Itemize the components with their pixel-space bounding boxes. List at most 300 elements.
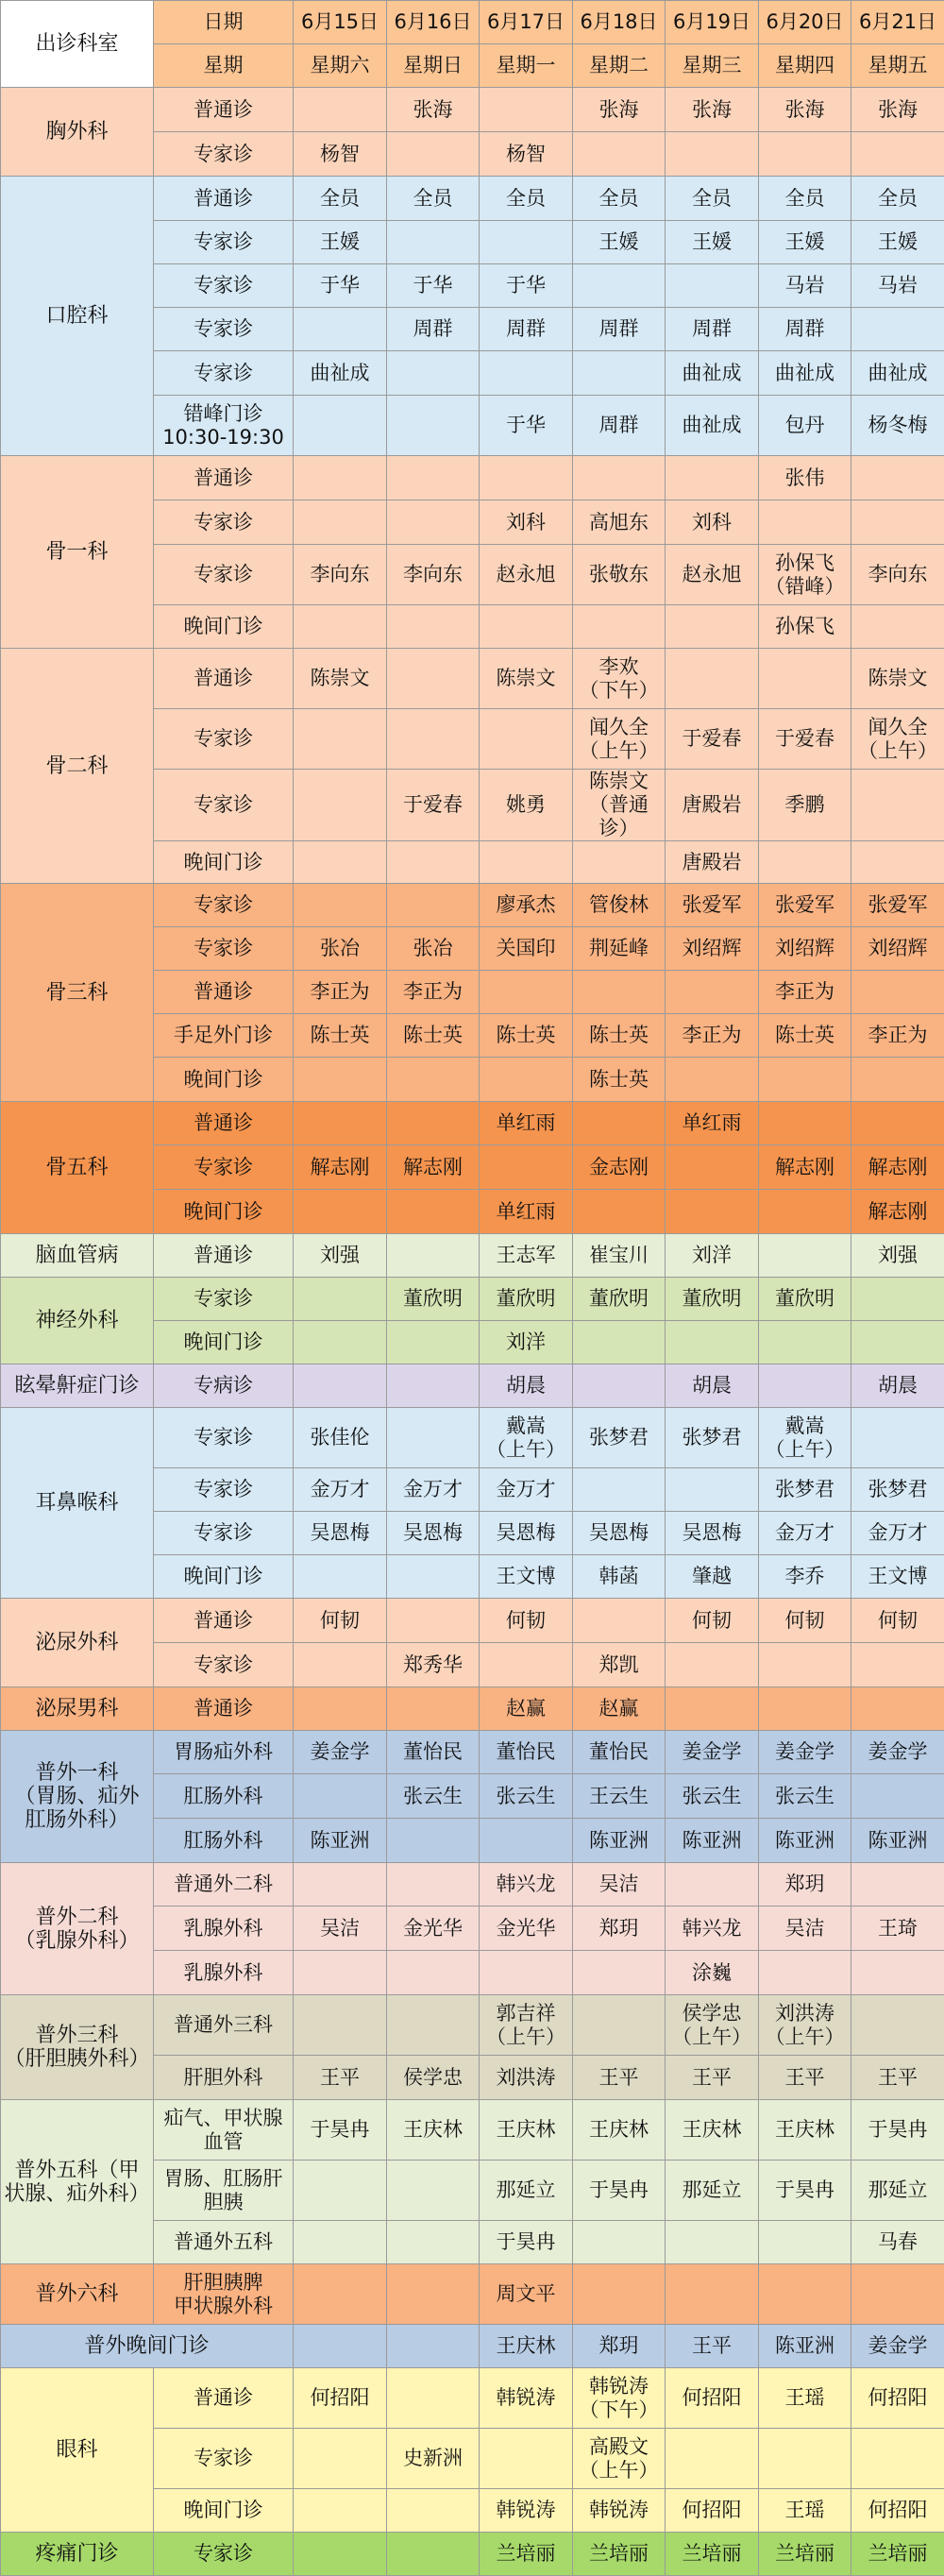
- clinic-type: 专家诊: [154, 927, 294, 971]
- doctor-cell: 金万才: [480, 1468, 573, 1512]
- doctor-cell: [666, 605, 759, 649]
- doctor-cell: 韩锐涛: [573, 2489, 666, 2533]
- doctor-cell: [387, 1819, 480, 1863]
- doctor-cell: 张伟: [759, 456, 851, 500]
- doctor-cell: [387, 1190, 480, 1234]
- doctor-cell: 姜金学: [294, 1731, 387, 1774]
- department-name: 疼痛门诊: [1, 2533, 154, 2576]
- schedule-row: [1, 1234, 944, 1278]
- date-cell: 6月15日: [294, 1, 387, 44]
- schedule-body: [1, 1, 944, 2576]
- doctor-cell: 赵永旭: [666, 545, 759, 605]
- doctor-cell: 解志刚: [387, 1145, 480, 1190]
- doctor-cell: 杨冬梅: [851, 396, 944, 456]
- doctor-cell: [387, 1058, 480, 1102]
- schedule-row: [1, 1687, 944, 1731]
- doctor-cell: [480, 1145, 573, 1190]
- doctor-cell: [573, 971, 666, 1014]
- doctor-cell: 韩锐涛: [480, 2489, 573, 2533]
- doctor-cell: 周文平: [480, 2264, 573, 2325]
- clinic-type: 错峰门诊 10:30-19:30: [154, 396, 294, 456]
- doctor-cell: [851, 1774, 944, 1819]
- clinic-type: 晚间门诊: [154, 1555, 294, 1599]
- doctor-cell: 刘科: [666, 500, 759, 545]
- doctor-cell: 金万才: [387, 1468, 480, 1512]
- doctor-cell: 李正为: [666, 1014, 759, 1058]
- doctor-cell: [294, 2489, 387, 2533]
- doctor-cell: 董欣明: [759, 1278, 851, 1321]
- doctor-cell: 于昊冉: [294, 2100, 387, 2161]
- clinic-type: 专家诊: [154, 1643, 294, 1687]
- doctor-cell: 王平: [666, 2056, 759, 2100]
- doctor-cell: [294, 396, 387, 456]
- doctor-cell: 陈亚洲: [851, 1819, 944, 1863]
- doctor-cell: 全员: [387, 177, 480, 221]
- doctor-cell: [573, 1321, 666, 1364]
- doctor-cell: [666, 1687, 759, 1731]
- doctor-cell: 张冶: [294, 927, 387, 971]
- doctor-cell: 孙保飞: [759, 605, 851, 649]
- doctor-cell: [851, 1863, 944, 1907]
- doctor-cell: 何招阳: [666, 2489, 759, 2533]
- department-name: 泌尿男科: [1, 1687, 154, 1731]
- doctor-cell: 张云生: [666, 1774, 759, 1819]
- department-name: 普外五科（甲 状腺、疝外科）: [1, 2100, 154, 2264]
- date-cell: 6月17日: [480, 1, 573, 44]
- doctor-cell: 周群: [573, 308, 666, 351]
- doctor-cell: 张梦君: [759, 1468, 851, 1512]
- doctor-cell: 金志刚: [573, 1145, 666, 1190]
- doctor-cell: 季鹏: [759, 770, 851, 841]
- schedule-row: [1, 884, 944, 927]
- doctor-cell: 吴恩梅: [666, 1512, 759, 1555]
- doctor-cell: 兰培丽: [480, 2533, 573, 2576]
- doctor-cell: 曲祉成: [666, 396, 759, 456]
- doctor-cell: 陈士英: [480, 1014, 573, 1058]
- doctor-cell: 董欣明: [573, 1278, 666, 1321]
- doctor-cell: 王瑶: [759, 2489, 851, 2533]
- doctor-cell: [851, 1321, 944, 1364]
- doctor-cell: 管俊林: [573, 884, 666, 927]
- department-name: 脑血管病: [1, 1234, 154, 1278]
- doctor-cell: 何韧: [294, 1599, 387, 1643]
- doctor-cell: 王媛: [851, 221, 944, 264]
- doctor-cell: 肇越: [666, 1555, 759, 1599]
- doctor-cell: 兰培丽: [851, 2533, 944, 2576]
- doctor-cell: 赵赢: [573, 1687, 666, 1731]
- doctor-cell: 张冶: [387, 927, 480, 971]
- clinic-type: 普通诊: [154, 971, 294, 1014]
- department-name: 泌尿外科: [1, 1599, 154, 1687]
- doctor-cell: 高旭东: [573, 500, 666, 545]
- doctor-cell: 何韧: [666, 1599, 759, 1643]
- doctor-cell: [387, 649, 480, 709]
- doctor-cell: 戴嵩 （上午）: [480, 1408, 573, 1468]
- doctor-cell: [294, 2221, 387, 2264]
- doctor-cell: 王媛: [666, 221, 759, 264]
- doctor-cell: [480, 1643, 573, 1687]
- doctor-cell: [666, 1863, 759, 1907]
- doctor-cell: [573, 1599, 666, 1643]
- doctor-cell: 张敬东: [573, 545, 666, 605]
- department-name: 口腔科: [1, 177, 154, 456]
- doctor-cell: 陈亚洲: [294, 1819, 387, 1863]
- doctor-cell: 金光华: [480, 1907, 573, 1951]
- weekday-cell: 星期二: [573, 44, 666, 88]
- doctor-cell: 王瑶: [759, 2368, 851, 2429]
- doctor-cell: [573, 264, 666, 308]
- doctor-cell: 王庆林: [573, 2100, 666, 2161]
- doctor-cell: [851, 500, 944, 545]
- doctor-cell: 姚勇: [480, 770, 573, 841]
- doctor-cell: [387, 2325, 480, 2368]
- doctor-cell: 王庆林: [666, 2100, 759, 2161]
- doctor-cell: [851, 770, 944, 841]
- doctor-cell: 吴恩梅: [480, 1512, 573, 1555]
- date-cell: 6月18日: [573, 1, 666, 44]
- clinic-type: 普通外五科: [154, 2221, 294, 2264]
- clinic-type: 专家诊: [154, 500, 294, 545]
- doctor-cell: 于昊冉: [851, 2100, 944, 2161]
- doctor-cell: [573, 1190, 666, 1234]
- doctor-cell: 李向东: [387, 545, 480, 605]
- doctor-cell: 唐殿岩: [666, 770, 759, 841]
- doctor-cell: [666, 971, 759, 1014]
- clinic-type: 专家诊: [154, 1512, 294, 1555]
- doctor-cell: 张爱军: [666, 884, 759, 927]
- doctor-cell: 王庆林: [759, 2100, 851, 2161]
- doctor-cell: [387, 221, 480, 264]
- doctor-cell: [387, 2264, 480, 2325]
- doctor-cell: [759, 1321, 851, 1364]
- doctor-cell: 姜金学: [759, 1731, 851, 1774]
- doctor-cell: 曲祉成: [851, 351, 944, 396]
- doctor-cell: 崔宝川: [573, 1234, 666, 1278]
- doctor-cell: 王平: [573, 2056, 666, 2100]
- doctor-cell: 吴洁: [759, 1907, 851, 1951]
- doctor-cell: [666, 1643, 759, 1687]
- doctor-cell: 张爱军: [851, 884, 944, 927]
- doctor-cell: [759, 500, 851, 545]
- doctor-cell: 刘科: [480, 500, 573, 545]
- department-name: 骨五科: [1, 1102, 154, 1234]
- doctor-cell: [759, 649, 851, 709]
- doctor-cell: 王文博: [480, 1555, 573, 1599]
- doctor-cell: [294, 770, 387, 841]
- doctor-cell: 周群: [666, 308, 759, 351]
- doctor-cell: 胡晨: [851, 1364, 944, 1408]
- doctor-cell: [387, 132, 480, 177]
- doctor-cell: [851, 971, 944, 1014]
- doctor-cell: 刘强: [851, 1234, 944, 1278]
- doctor-cell: 单红雨: [480, 1190, 573, 1234]
- doctor-cell: 何招阳: [294, 2368, 387, 2429]
- doctor-cell: [294, 884, 387, 927]
- doctor-cell: 郑玥: [573, 1907, 666, 1951]
- doctor-cell: [480, 1951, 573, 1995]
- doctor-cell: [294, 605, 387, 649]
- doctor-cell: [573, 1951, 666, 1995]
- doctor-cell: [851, 2429, 944, 2489]
- department-name: 骨一科: [1, 456, 154, 649]
- doctor-cell: [294, 2429, 387, 2489]
- clinic-type: 普通外三科: [154, 1995, 294, 2056]
- doctor-cell: 曲祉成: [759, 351, 851, 396]
- doctor-cell: 陈亚洲: [573, 1819, 666, 1863]
- doctor-cell: 郑秀华: [387, 1643, 480, 1687]
- clinic-type: 晚间门诊: [154, 605, 294, 649]
- doctor-cell: 王庆林: [480, 2325, 573, 2368]
- doctor-cell: 陈崇文: [851, 649, 944, 709]
- department-name: 骨三科: [1, 884, 154, 1102]
- doctor-cell: 李欢 （下午）: [573, 649, 666, 709]
- doctor-cell: [294, 841, 387, 884]
- doctor-cell: 王庆林: [480, 2100, 573, 2161]
- clinic-type: 晚间门诊: [154, 1190, 294, 1234]
- doctor-cell: 赵永旭: [480, 545, 573, 605]
- doctor-cell: 张云生: [387, 1774, 480, 1819]
- doctor-cell: 张海: [851, 88, 944, 132]
- schedule-row: [1, 1278, 944, 1321]
- doctor-cell: 陈亚洲: [759, 2325, 851, 2368]
- doctor-cell: [387, 1102, 480, 1145]
- clinic-type: 胃肠、肛肠肝 胆胰: [154, 2161, 294, 2221]
- schedule-row: [1, 456, 944, 500]
- doctor-cell: [573, 1995, 666, 2056]
- clinic-type: 晚间门诊: [154, 2489, 294, 2533]
- weekday-cell: 星期六: [294, 44, 387, 88]
- clinic-type: 专家诊: [154, 308, 294, 351]
- date-label: 日期: [154, 1, 294, 44]
- doctor-cell: 张海: [666, 88, 759, 132]
- department-name: 眼科: [1, 2368, 154, 2533]
- doctor-cell: 张海: [759, 88, 851, 132]
- doctor-cell: 王云生: [573, 1774, 666, 1819]
- department-name: 普外一科 （胃肠、疝外 肛肠外科）: [1, 1731, 154, 1863]
- doctor-cell: 董怡民: [480, 1731, 573, 1774]
- doctor-cell: [294, 1555, 387, 1599]
- doctor-cell: [294, 2264, 387, 2325]
- doctor-cell: 王文博: [851, 1555, 944, 1599]
- doctor-cell: 唐殿岩: [666, 841, 759, 884]
- clinic-type: 普通诊: [154, 1599, 294, 1643]
- doctor-cell: 张云生: [759, 1774, 851, 1819]
- doctor-cell: [759, 2429, 851, 2489]
- doctor-cell: [387, 1951, 480, 1995]
- schedule-row: [1, 88, 944, 132]
- doctor-cell: 金光华: [387, 1907, 480, 1951]
- clinic-type: 肝胆胰脾 甲状腺外科: [154, 2264, 294, 2325]
- doctor-cell: [573, 841, 666, 884]
- doctor-cell: [851, 456, 944, 500]
- doctor-cell: 陈亚洲: [759, 1819, 851, 1863]
- doctor-cell: [294, 1190, 387, 1234]
- doctor-cell: 史新洲: [387, 2429, 480, 2489]
- doctor-cell: 王志军: [480, 1234, 573, 1278]
- doctor-cell: [759, 2221, 851, 2264]
- clinic-type: 专家诊: [154, 132, 294, 177]
- doctor-cell: 金万才: [759, 1512, 851, 1555]
- weekday-cell: 星期日: [387, 44, 480, 88]
- corner-label: 出诊科室: [1, 1, 154, 88]
- doctor-cell: 孙保飞 （错峰）: [759, 545, 851, 605]
- clinic-type: 专家诊: [154, 221, 294, 264]
- doctor-cell: 金万才: [294, 1468, 387, 1512]
- doctor-cell: [294, 1278, 387, 1321]
- doctor-cell: [480, 971, 573, 1014]
- doctor-cell: [759, 132, 851, 177]
- doctor-cell: 王媛: [294, 221, 387, 264]
- doctor-cell: 陈崇文 （普通诊）: [573, 770, 666, 841]
- doctor-cell: 韩锐涛 （下午）: [573, 2368, 666, 2429]
- doctor-cell: 戴嵩 （上午）: [759, 1408, 851, 1468]
- doctor-cell: 于爱春: [759, 709, 851, 770]
- schedule-row: [1, 1599, 944, 1643]
- doctor-cell: 于华: [387, 264, 480, 308]
- doctor-cell: [387, 605, 480, 649]
- doctor-cell: [387, 1555, 480, 1599]
- doctor-cell: [480, 1819, 573, 1863]
- weekday-label: 星期: [154, 44, 294, 88]
- doctor-cell: 解志刚: [759, 1145, 851, 1190]
- doctor-cell: 吴洁: [573, 1863, 666, 1907]
- doctor-cell: [294, 88, 387, 132]
- clinic-type: 专家诊: [154, 884, 294, 927]
- doctor-cell: 韩兴龙: [666, 1907, 759, 1951]
- doctor-cell: [387, 1995, 480, 2056]
- doctor-cell: [759, 1234, 851, 1278]
- doctor-cell: [387, 709, 480, 770]
- doctor-cell: 于昊冉: [480, 2221, 573, 2264]
- doctor-cell: 陈亚洲: [666, 1819, 759, 1863]
- doctor-cell: 单红雨: [480, 1102, 573, 1145]
- doctor-cell: 侯学忠 （上午）: [666, 1995, 759, 2056]
- doctor-cell: 何招阳: [666, 2368, 759, 2429]
- doctor-cell: 周群: [759, 308, 851, 351]
- doctor-cell: 全员: [666, 177, 759, 221]
- clinic-type: 专家诊: [154, 2429, 294, 2489]
- doctor-cell: 解志刚: [851, 1145, 944, 1190]
- clinic-type: 胃肠疝外科: [154, 1731, 294, 1774]
- doctor-cell: [387, 500, 480, 545]
- clinic-type: 普通诊: [154, 1102, 294, 1145]
- doctor-cell: [851, 1058, 944, 1102]
- doctor-cell: 姜金学: [666, 1731, 759, 1774]
- doctor-cell: 何招阳: [851, 2368, 944, 2429]
- doctor-cell: [294, 1364, 387, 1408]
- department-name: 普外三科 （肝胆胰外科）: [1, 1995, 154, 2100]
- doctor-cell: 那延立: [851, 2161, 944, 2221]
- doctor-cell: [387, 396, 480, 456]
- doctor-cell: [480, 456, 573, 500]
- doctor-cell: 闻久全 （上午）: [851, 709, 944, 770]
- doctor-cell: [666, 1145, 759, 1190]
- clinic-type: 普通诊: [154, 1687, 294, 1731]
- doctor-cell: 刘洪涛 （上午）: [759, 1995, 851, 2056]
- doctor-cell: 刘绍辉: [666, 927, 759, 971]
- doctor-cell: 周群: [480, 308, 573, 351]
- doctor-cell: 全员: [294, 177, 387, 221]
- doctor-cell: [387, 2489, 480, 2533]
- doctor-cell: [387, 1321, 480, 1364]
- doctor-cell: [759, 841, 851, 884]
- doctor-cell: [387, 2161, 480, 2221]
- doctor-cell: 全员: [573, 177, 666, 221]
- doctor-cell: 何韧: [851, 1599, 944, 1643]
- doctor-cell: 韩菡: [573, 1555, 666, 1599]
- doctor-cell: [387, 1687, 480, 1731]
- doctor-cell: [573, 456, 666, 500]
- clinic-type: 专家诊: [154, 1468, 294, 1512]
- weekday-cell: 星期四: [759, 44, 851, 88]
- schedule-row: [1, 2325, 944, 2368]
- doctor-cell: 荆延峰: [573, 927, 666, 971]
- doctor-cell: [851, 1278, 944, 1321]
- doctor-cell: [480, 351, 573, 396]
- doctor-cell: [480, 221, 573, 264]
- schedule-row: [1, 2533, 944, 2576]
- doctor-cell: 陈士英: [294, 1014, 387, 1058]
- doctor-cell: 王媛: [759, 221, 851, 264]
- doctor-cell: [759, 2264, 851, 2325]
- doctor-cell: 关国印: [480, 927, 573, 971]
- doctor-cell: [294, 1951, 387, 1995]
- doctor-cell: [759, 1102, 851, 1145]
- doctor-cell: [387, 1599, 480, 1643]
- doctor-cell: [480, 605, 573, 649]
- doctor-cell: [759, 1687, 851, 1731]
- clinic-type: 普通外二科: [154, 1863, 294, 1907]
- doctor-cell: 闻久全 （上午）: [573, 709, 666, 770]
- doctor-cell: 刘绍辉: [851, 927, 944, 971]
- clinic-type: 专病诊: [154, 1364, 294, 1408]
- doctor-cell: 吴洁: [294, 1907, 387, 1951]
- doctor-cell: 吴恩梅: [387, 1512, 480, 1555]
- doctor-cell: 张海: [573, 88, 666, 132]
- schedule-row: [1, 649, 944, 709]
- clinic-type: 普通诊: [154, 88, 294, 132]
- doctor-cell: 侯学忠: [387, 2056, 480, 2100]
- doctor-cell: [294, 308, 387, 351]
- doctor-cell: [294, 500, 387, 545]
- doctor-cell: [294, 2161, 387, 2221]
- doctor-cell: 全员: [759, 177, 851, 221]
- doctor-cell: [480, 88, 573, 132]
- date-cell: 6月19日: [666, 1, 759, 44]
- doctor-cell: [666, 264, 759, 308]
- department-name: 耳鼻喉科: [1, 1408, 154, 1599]
- doctor-cell: [851, 2264, 944, 2325]
- doctor-cell: 李向东: [294, 545, 387, 605]
- doctor-cell: 姜金学: [851, 1731, 944, 1774]
- doctor-cell: [294, 709, 387, 770]
- clinic-type: 专家诊: [154, 264, 294, 308]
- doctor-cell: 郑玥: [573, 2325, 666, 2368]
- doctor-cell: [387, 1364, 480, 1408]
- doctor-cell: [666, 1321, 759, 1364]
- doctor-cell: 全员: [480, 177, 573, 221]
- doctor-cell: 何招阳: [851, 2489, 944, 2533]
- department-name: 眩晕鼾症门诊: [1, 1364, 154, 1408]
- schedule-row: [1, 1102, 944, 1145]
- doctor-cell: [666, 1058, 759, 1102]
- doctor-cell: 曲祉成: [666, 351, 759, 396]
- clinic-type: 普通诊: [154, 2368, 294, 2429]
- doctor-cell: [294, 1863, 387, 1907]
- doctor-cell: 张梦君: [666, 1408, 759, 1468]
- doctor-cell: 于爱春: [387, 770, 480, 841]
- doctor-cell: 陈崇文: [480, 649, 573, 709]
